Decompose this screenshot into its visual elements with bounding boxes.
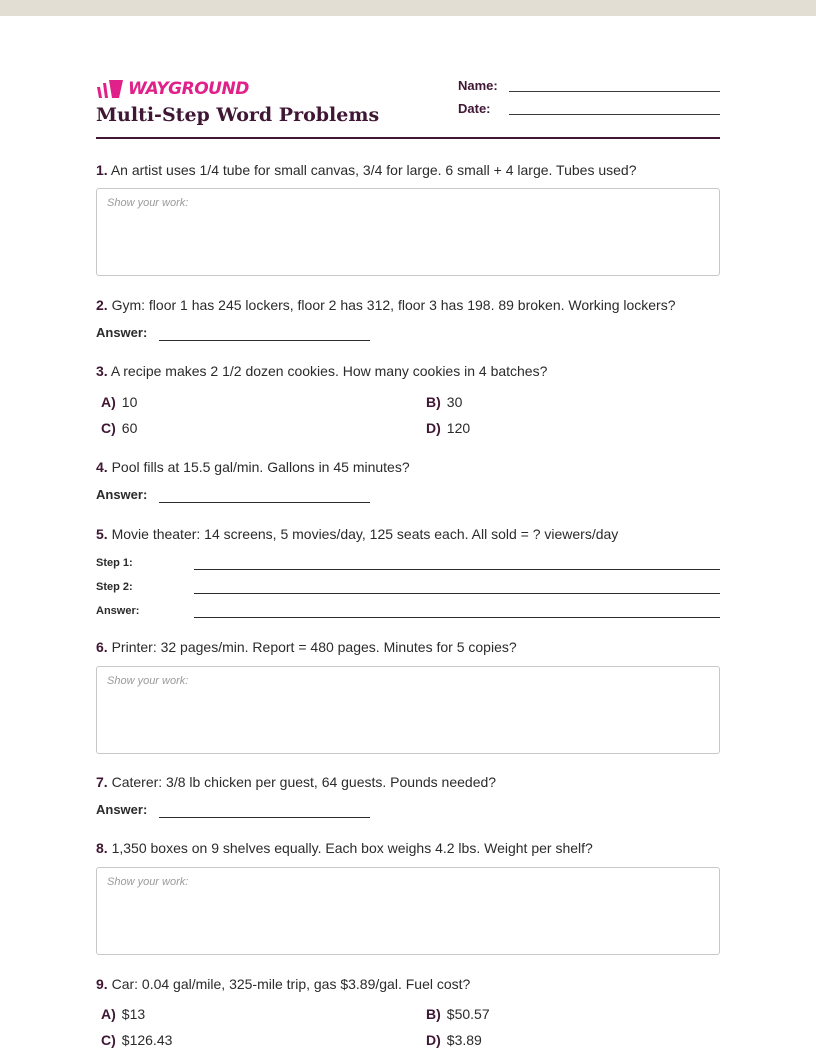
choice-letter: A) [101,1006,116,1022]
question-text [96,638,720,656]
answer-field[interactable] [159,817,370,818]
question-number: 9. [96,976,108,992]
choice-b[interactable] [426,394,462,410]
question-text [96,296,720,314]
student-info [458,78,720,124]
question-number: 5. [96,526,108,542]
question-text [96,525,720,543]
name-row [458,78,720,101]
question-number: 1. [96,162,108,178]
step-field[interactable] [194,617,720,618]
answer-row-4 [96,487,396,507]
choice-letter: D) [426,1032,441,1048]
work-area-1[interactable] [96,188,720,276]
name-field[interactable] [509,91,720,92]
work-placeholder: Show your work: [107,876,189,888]
date-field[interactable] [509,114,720,115]
choice-value: 120 [446,420,471,436]
answer-label: Answer: [96,325,148,340]
question-4 [96,458,720,476]
answer-label: Answer: [96,487,148,502]
choice-letter: B) [426,394,441,410]
choice-letter: D) [426,420,441,436]
question-number: 4. [96,459,108,475]
question-3 [96,362,720,380]
step-label: Step 2: [96,581,133,593]
question-2 [96,296,720,314]
question-text [96,773,720,791]
question-number: 3. [96,363,108,379]
wayground-logo-icon [96,79,124,99]
answer-row-7 [96,802,396,822]
question-prompt: Caterer: 3/8 lb chicken per guest, 64 guests. Pounds needed? [111,774,497,790]
brand-name: WAYGROUND [128,79,249,99]
question-1 [96,161,720,179]
header-divider [96,137,720,139]
name-label: Name: [458,78,498,93]
choice-c[interactable] [101,420,137,436]
choice-letter: C) [101,1032,116,1048]
question-text [96,458,720,476]
choice-value: 30 [446,394,463,410]
step-label: Answer: [96,605,140,617]
question-text [96,362,720,380]
choice-b[interactable] [426,1006,490,1022]
question-prompt: A recipe makes 2 1/2 dozen cookies. How many cookies in 4 batches? [110,363,548,379]
question-number: 2. [96,297,108,313]
answer-field[interactable] [159,340,370,341]
choice-value: $13 [121,1006,146,1022]
choice-value: 60 [121,420,138,436]
work-placeholder: Show your work: [107,197,189,209]
brand-logo [96,78,249,100]
question-prompt: Movie theater: 14 screens, 5 movies/day, 125 seats each. All sold = ? viewers/day [111,526,619,542]
choice-c[interactable] [101,1032,172,1048]
work-area-8[interactable] [96,867,720,955]
work-area-6[interactable] [96,666,720,754]
choice-d[interactable] [426,420,470,436]
answer-field[interactable] [159,502,370,503]
question-5 [96,525,720,543]
step-row-1 [96,555,720,575]
question-text [96,161,720,179]
page-title: Multi-Step Word Problems [96,104,380,126]
choice-letter: C) [101,420,116,436]
choice-letter: B) [426,1006,441,1022]
question-text [96,975,720,993]
question-9 [96,975,720,993]
question-prompt: Printer: 32 pages/min. Report = 480 pages. Minutes for 5 copies? [111,639,517,655]
question-number: 8. [96,840,108,856]
date-label: Date: [458,101,491,116]
step-field[interactable] [194,569,720,570]
step-field[interactable] [194,593,720,594]
question-prompt: An artist uses 1/4 tube for small canvas, 3/4 for large. 6 small + 4 large. Tubes used? [110,162,637,178]
step-row-2 [96,579,720,599]
question-prompt: Pool fills at 15.5 gal/min. Gallons in 45 minutes? [111,459,410,475]
question-7 [96,773,720,791]
question-number: 6. [96,639,108,655]
question-number: 7. [96,774,108,790]
worksheet-header [96,76,720,140]
choice-a[interactable] [101,1006,145,1022]
page-top-strip [0,0,816,16]
choice-value: $126.43 [121,1032,173,1048]
answer-row-2 [96,325,396,345]
question-prompt: Gym: floor 1 has 245 lockers, floor 2 has 312, floor 3 has 198. 89 broken. Working lockers? [111,297,676,313]
question-8 [96,839,720,857]
choice-letter: A) [101,394,116,410]
step-label: Step 1: [96,557,133,569]
step-row-answer [96,603,720,623]
choice-value: 10 [121,394,138,410]
choice-value: $50.57 [446,1006,490,1022]
question-prompt: Car: 0.04 gal/mile, 325-mile trip, gas $3.89/gal. Fuel cost? [111,976,471,992]
question-6 [96,638,720,656]
question-prompt: 1,350 boxes on 9 shelves equally. Each box weighs 4.2 lbs. Weight per shelf? [111,840,593,856]
choice-d[interactable] [426,1032,482,1048]
choice-value: $3.89 [446,1032,482,1048]
question-text [96,839,720,857]
date-row [458,101,720,124]
answer-label: Answer: [96,802,148,817]
choice-a[interactable] [101,394,137,410]
work-placeholder: Show your work: [107,675,189,687]
